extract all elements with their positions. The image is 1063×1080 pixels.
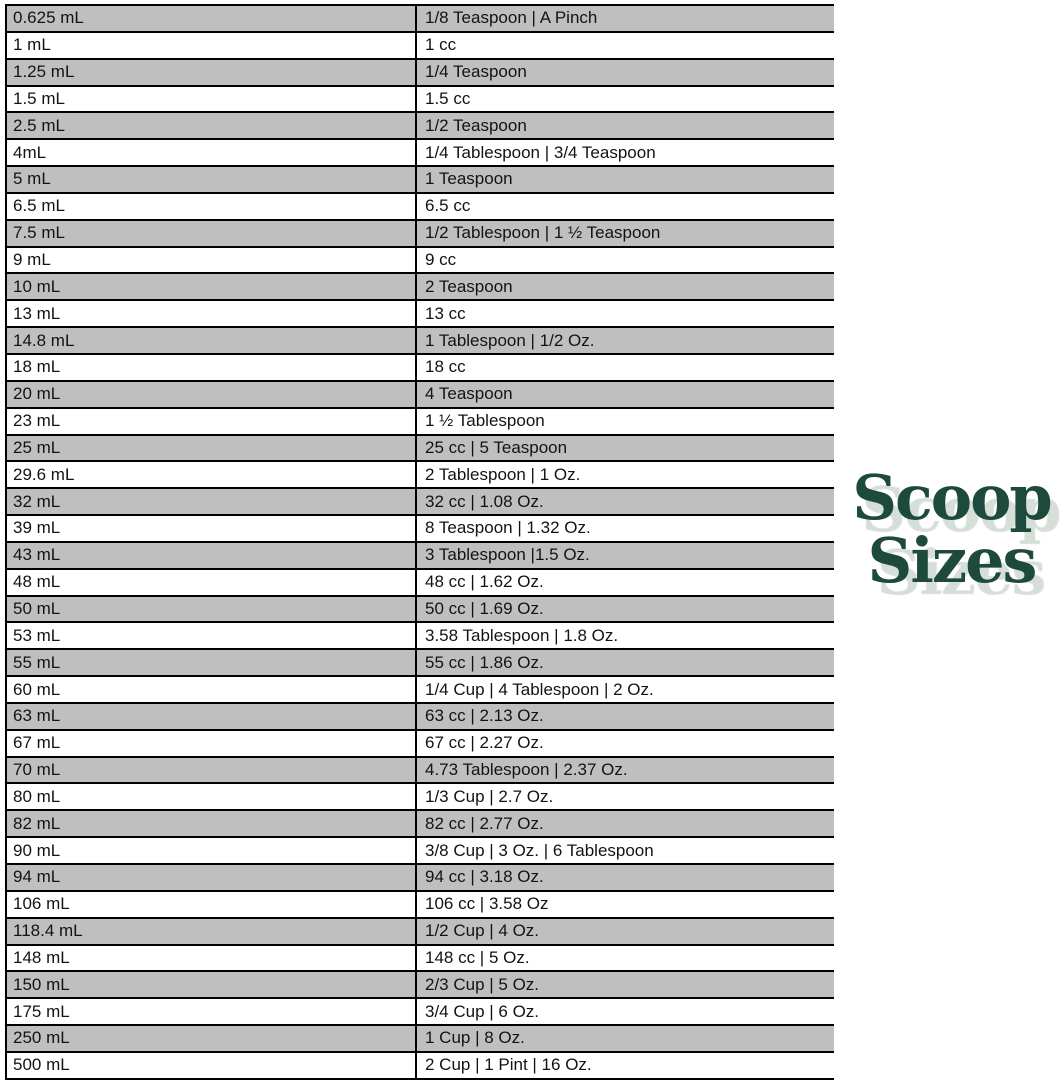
ml-cell: 106 mL xyxy=(7,892,417,917)
conversion-cell: 82 cc | 2.77 Oz. xyxy=(425,813,544,833)
ml-cell: 94 mL xyxy=(7,865,417,890)
conversion-cell: 4.73 Tablespoon | 2.37 Oz. xyxy=(425,760,628,780)
table-row xyxy=(7,274,834,301)
table-row xyxy=(7,811,834,838)
ml-cell: 1.5 mL xyxy=(7,87,417,112)
conversion-cell: 50 cc | 1.69 Oz. xyxy=(425,598,544,618)
conversion-cell: 106 cc | 3.58 Oz xyxy=(425,894,549,914)
conversion-cell: 94 cc | 3.18 Oz. xyxy=(425,867,544,887)
table-row xyxy=(7,194,834,221)
ml-cell: 1.25 mL xyxy=(7,60,417,85)
conversion-cell: 1.5 cc xyxy=(425,88,471,108)
logo-line-1: Scoop xyxy=(852,461,1051,534)
ml-cell: 67 mL xyxy=(7,731,417,756)
conversion-cell: 148 cc | 5 Oz. xyxy=(425,947,530,967)
table-row xyxy=(7,113,834,140)
ml-cell: 7.5 mL xyxy=(7,221,417,246)
table-row xyxy=(7,838,834,865)
ml-cell: 9 mL xyxy=(7,248,417,273)
table-row xyxy=(7,650,834,677)
ml-cell: 60 mL xyxy=(7,677,417,702)
table-row xyxy=(7,543,834,570)
table-row xyxy=(7,892,834,919)
table-row xyxy=(7,489,834,516)
table-row xyxy=(7,301,834,328)
conversion-cell: 1 Tablespoon | 1/2 Oz. xyxy=(425,330,595,350)
conversion-cell: 2/3 Cup | 5 Oz. xyxy=(425,974,540,994)
ml-cell: 80 mL xyxy=(7,784,417,809)
conversion-cell: 3.58 Tablespoon | 1.8 Oz. xyxy=(425,625,619,645)
scoop-sizes-logo xyxy=(840,461,1063,597)
table-row xyxy=(7,784,834,811)
conversion-cell: 1/2 Tablespoon | 1 ½ Teaspoon xyxy=(425,223,661,243)
conversion-cell: 55 cc | 1.86 Oz. xyxy=(425,652,544,672)
ml-cell: 2.5 mL xyxy=(7,113,417,138)
ml-cell: 500 mL xyxy=(7,1053,417,1078)
table-row xyxy=(7,597,834,624)
table-row xyxy=(7,6,834,33)
ml-cell: 13 mL xyxy=(7,301,417,326)
conversion-cell: 1/2 Teaspoon xyxy=(425,115,527,135)
table-row xyxy=(7,704,834,731)
ml-cell: 32 mL xyxy=(7,489,417,514)
conversion-cell: 1 Teaspoon xyxy=(425,169,513,189)
table-row xyxy=(7,919,834,946)
ml-cell: 53 mL xyxy=(7,623,417,648)
conversion-cell: 2 Tablespoon | 1 Oz. xyxy=(425,464,581,484)
conversion-cell: 63 cc | 2.13 Oz. xyxy=(425,706,544,726)
table-row xyxy=(7,516,834,543)
ml-cell: 25 mL xyxy=(7,436,417,461)
table-row xyxy=(7,382,834,409)
ml-cell: 250 mL xyxy=(7,1026,417,1051)
table-row xyxy=(7,328,834,355)
conversion-cell: 1 Cup | 8 Oz. xyxy=(425,1028,525,1048)
ml-cell: 29.6 mL xyxy=(7,462,417,487)
conversion-cell: 67 cc | 2.27 Oz. xyxy=(425,733,544,753)
table-row xyxy=(7,758,834,785)
ml-cell: 18 mL xyxy=(7,355,417,380)
ml-cell: 43 mL xyxy=(7,543,417,568)
table-row xyxy=(7,167,834,194)
conversion-cell: 1/4 Teaspoon xyxy=(425,62,527,82)
conversion-cell: 1/4 Tablespoon | 3/4 Teaspoon xyxy=(425,142,656,162)
table-row xyxy=(7,570,834,597)
ml-cell: 70 mL xyxy=(7,758,417,783)
conversion-cell: 1 cc xyxy=(425,35,457,55)
conversion-cell: 4 Teaspoon xyxy=(425,384,513,404)
table-row xyxy=(7,677,834,704)
ml-cell: 10 mL xyxy=(7,274,417,299)
ml-cell: 148 mL xyxy=(7,946,417,971)
table-row xyxy=(7,623,834,650)
conversion-cell: 1 ½ Tablespoon xyxy=(425,411,545,431)
ml-cell: 63 mL xyxy=(7,704,417,729)
conversion-cell: 48 cc | 1.62 Oz. xyxy=(425,572,544,592)
table-row xyxy=(7,462,834,489)
logo-line-2: Sizes xyxy=(867,524,1036,597)
conversion-cell: 3/8 Cup | 3 Oz. | 6 Tablespoon xyxy=(425,840,654,860)
table-row xyxy=(7,33,834,60)
table-row xyxy=(7,140,834,167)
ml-cell: 55 mL xyxy=(7,650,417,675)
ml-cell: 14.8 mL xyxy=(7,328,417,353)
ml-cell: 20 mL xyxy=(7,382,417,407)
ml-cell: 1 mL xyxy=(7,33,417,58)
ml-cell: 50 mL xyxy=(7,597,417,622)
conversion-cell: 8 Teaspoon | 1.32 Oz. xyxy=(425,518,591,538)
conversion-cell: 2 Cup | 1 Pint | 16 Oz. xyxy=(425,1055,592,1075)
conversion-cell: 25 cc | 5 Teaspoon xyxy=(425,437,568,457)
table-row xyxy=(7,999,834,1026)
conversion-cell: 3/4 Cup | 6 Oz. xyxy=(425,1001,540,1021)
ml-cell: 90 mL xyxy=(7,838,417,863)
ml-cell: 5 mL xyxy=(7,167,417,192)
table-row xyxy=(7,87,834,114)
table-row xyxy=(7,248,834,275)
ml-cell: 0.625 mL xyxy=(7,6,417,31)
conversion-cell: 6.5 cc xyxy=(425,196,471,216)
table-row xyxy=(7,972,834,999)
conversion-cell: 13 cc xyxy=(425,303,466,323)
table-row xyxy=(7,436,834,463)
conversion-cell: 32 cc | 1.08 Oz. xyxy=(425,491,544,511)
conversion-cell: 1/2 Cup | 4 Oz. xyxy=(425,921,540,941)
conversion-cell: 3 Tablespoon |1.5 Oz. xyxy=(425,545,590,565)
conversion-cell: 1/3 Cup | 2.7 Oz. xyxy=(425,786,554,806)
conversion-cell: 2 Teaspoon xyxy=(425,276,513,296)
table-row xyxy=(7,60,834,87)
ml-cell: 175 mL xyxy=(7,999,417,1024)
conversion-cell: 1/4 Cup | 4 Tablespoon | 2 Oz. xyxy=(425,679,654,699)
table-row xyxy=(7,221,834,248)
table-row xyxy=(7,946,834,973)
table-row xyxy=(7,355,834,382)
ml-cell: 150 mL xyxy=(7,972,417,997)
conversion-table xyxy=(5,4,834,1080)
ml-cell: 82 mL xyxy=(7,811,417,836)
conversion-cell: 9 cc xyxy=(425,250,457,270)
ml-cell: 118.4 mL xyxy=(7,919,417,944)
table-row xyxy=(7,865,834,892)
ml-cell: 48 mL xyxy=(7,570,417,595)
conversion-cell: 1/8 Teaspoon | A Pinch xyxy=(425,8,598,28)
table-row xyxy=(7,1026,834,1053)
table-row xyxy=(7,1053,834,1080)
table-row xyxy=(7,731,834,758)
ml-cell: 6.5 mL xyxy=(7,194,417,219)
table-row xyxy=(7,409,834,436)
ml-cell: 23 mL xyxy=(7,409,417,434)
ml-cell: 4mL xyxy=(7,140,417,165)
conversion-cell: 18 cc xyxy=(425,357,466,377)
ml-cell: 39 mL xyxy=(7,516,417,541)
